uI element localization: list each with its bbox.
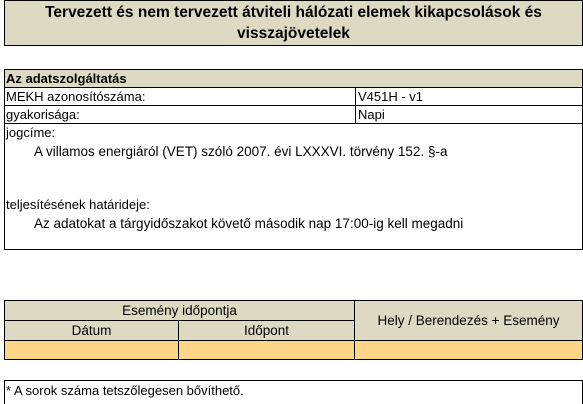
mekh-id-row bbox=[5, 88, 582, 106]
event-time-group-header: Esemény időpontja bbox=[5, 301, 355, 321]
time-input-cell[interactable] bbox=[179, 341, 355, 359]
legal-basis-block bbox=[5, 124, 582, 182]
time-column-header: Időpont bbox=[179, 321, 355, 341]
section-title: Az adatszolgáltatás bbox=[5, 70, 582, 88]
footnote: * A sorok száma tetszőlegesen bővíthető. bbox=[4, 380, 583, 404]
mekh-id-label: MEKH azonosítószáma: bbox=[6, 89, 146, 104]
frequency-label: gyakorisága: bbox=[6, 107, 80, 122]
date-input-cell[interactable] bbox=[5, 341, 179, 359]
deadline-text: Az adatokat a tárgyidőszakot követő második nap 17:00-ig kell megadni bbox=[34, 216, 464, 231]
place-equipment-event-header: Hely / Berendezés + Esemény bbox=[355, 301, 582, 341]
data-service-section bbox=[4, 69, 583, 250]
deadline-block bbox=[5, 196, 582, 250]
mekh-id-value[interactable]: V451H - v1 bbox=[355, 88, 423, 105]
date-column-header: Dátum bbox=[5, 321, 179, 341]
page-title bbox=[4, 0, 583, 46]
legal-basis-text: A villamos energiáról (VET) szóló 2007. évi LXXXVI. törvény 152. §-a bbox=[34, 144, 448, 159]
legal-basis-label: jogcíme: bbox=[6, 125, 56, 140]
events-table bbox=[4, 300, 583, 360]
deadline-label: teljesítésének határideje: bbox=[6, 197, 150, 212]
frequency-row bbox=[5, 106, 582, 124]
frequency-value[interactable]: Napi bbox=[355, 106, 385, 123]
place-event-input-cell[interactable] bbox=[355, 341, 582, 359]
page-title-text: Tervezett és nem tervezett átviteli hálózati elemek kikapcsolások és visszajövetelek bbox=[45, 4, 542, 42]
